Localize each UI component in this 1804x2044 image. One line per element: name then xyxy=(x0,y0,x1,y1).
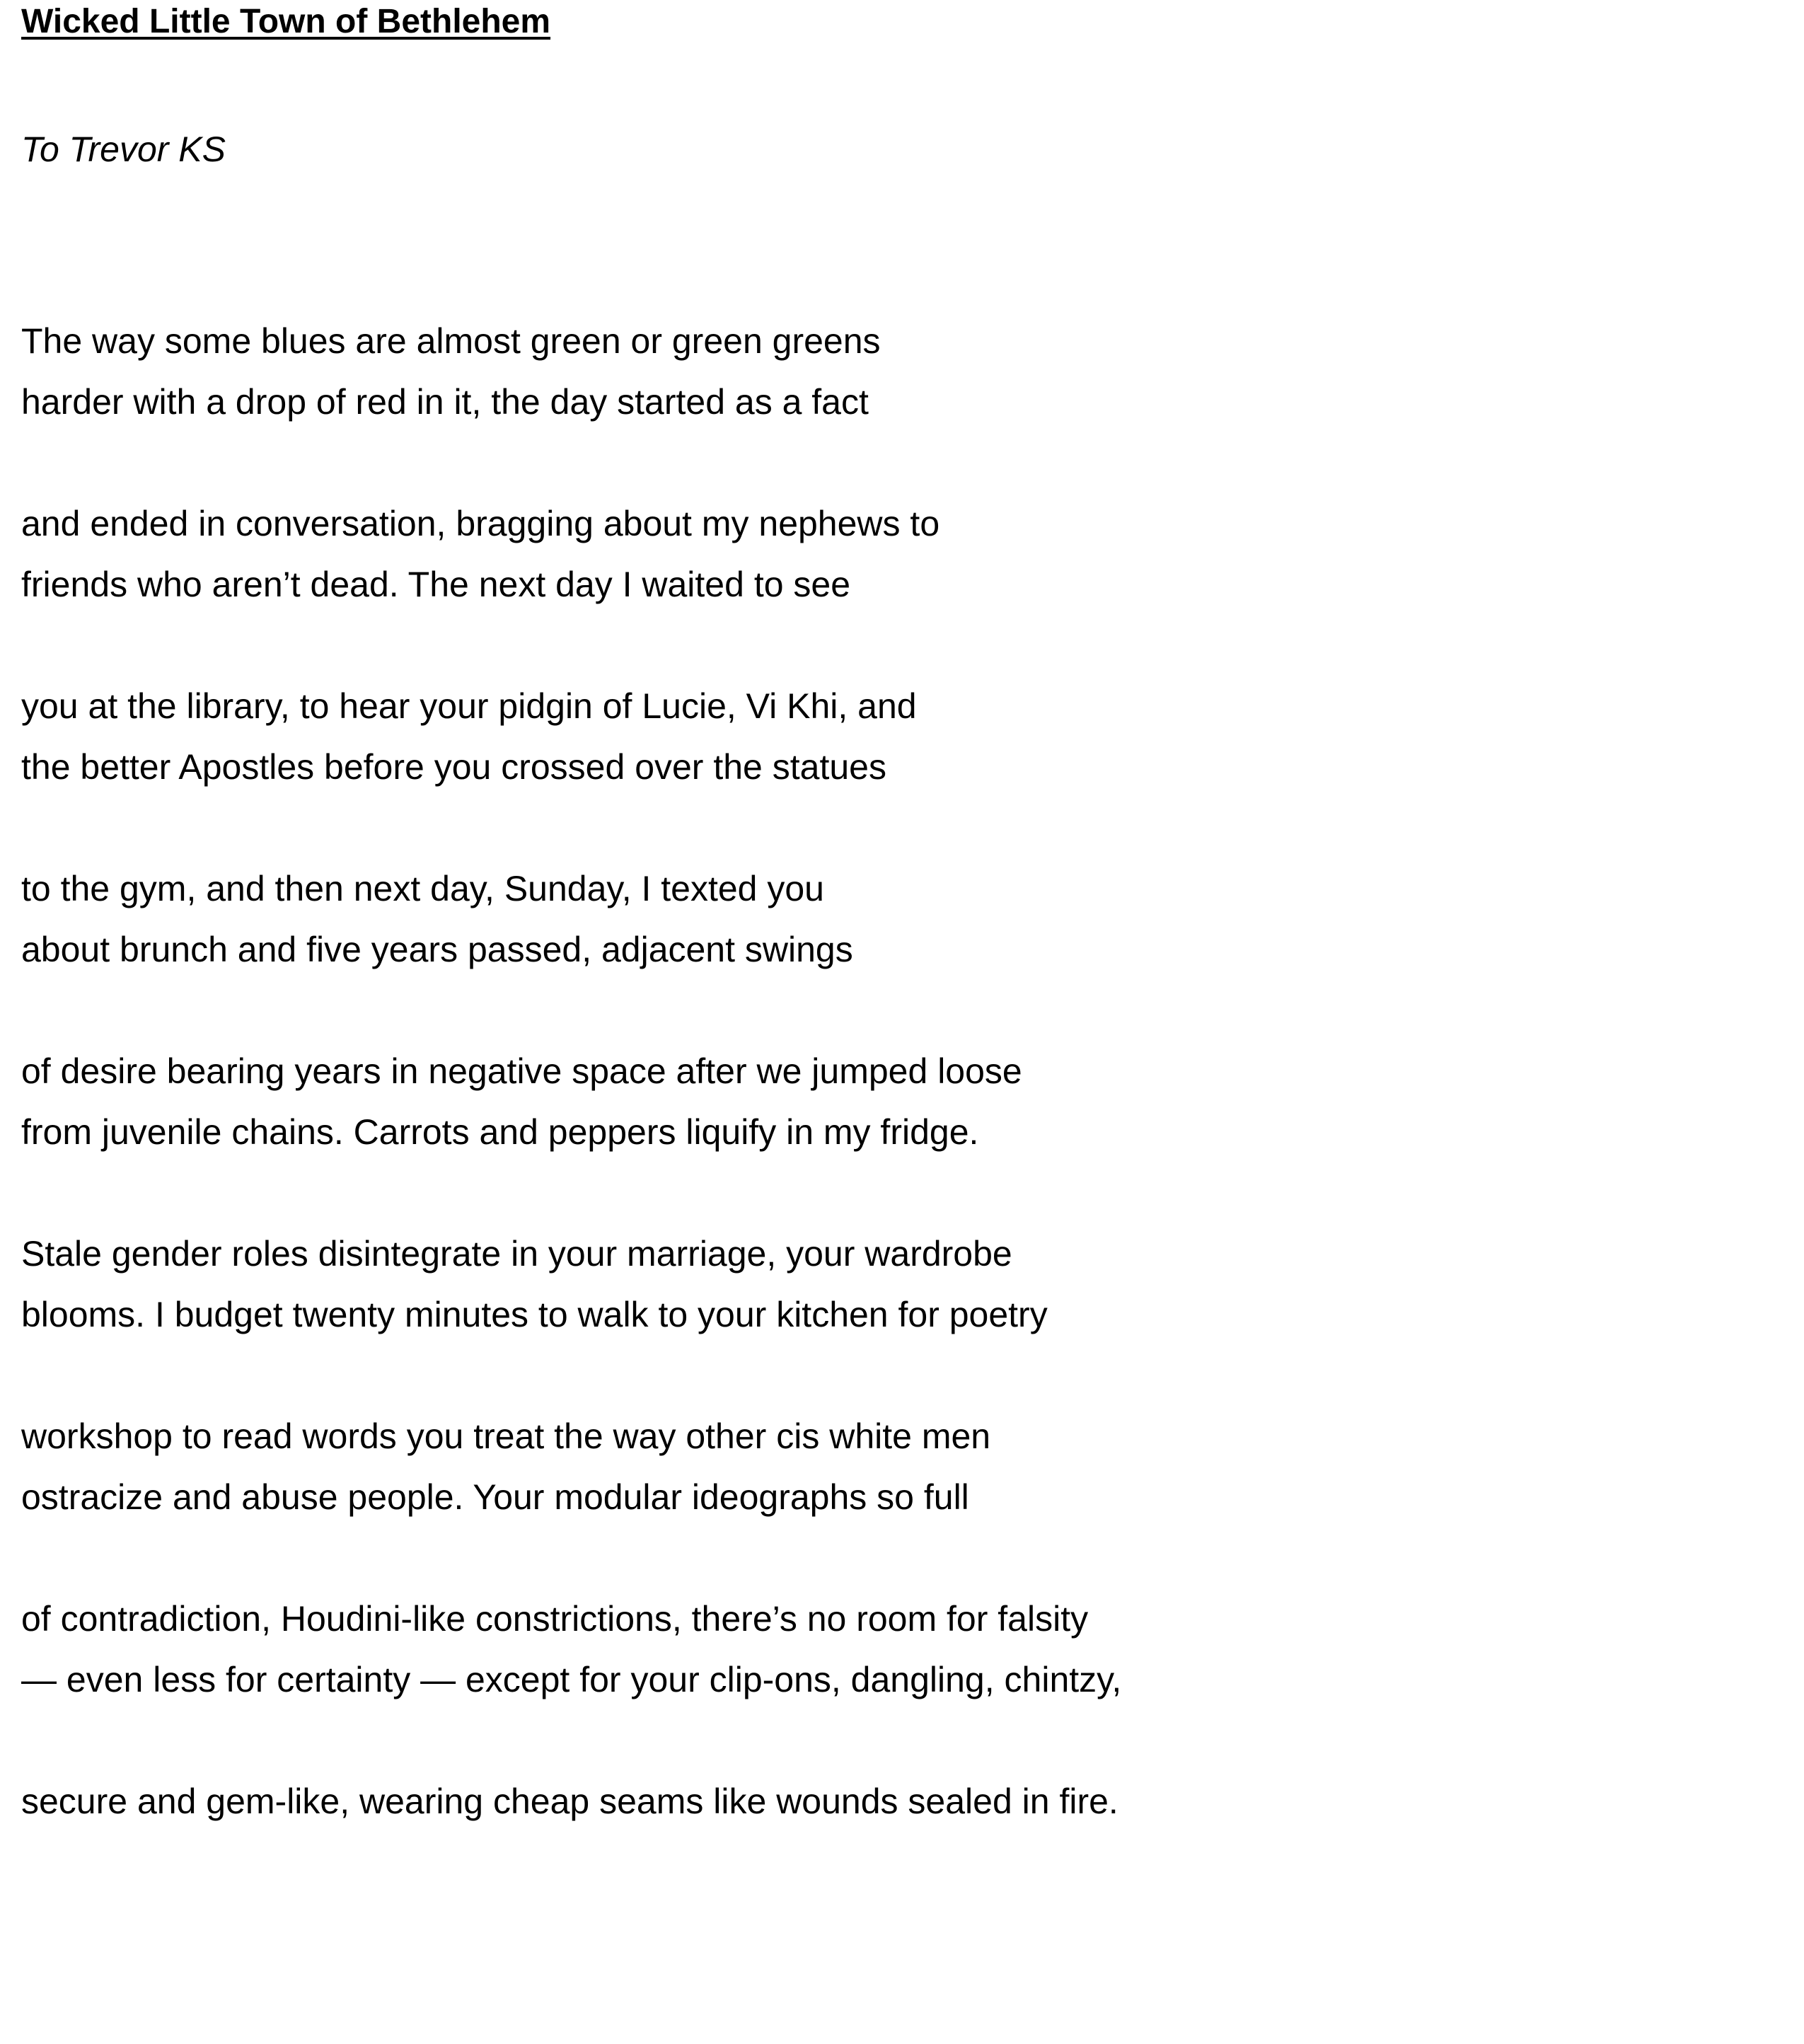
poem-line: from juvenile chains. Carrots and peppers liquify in my fridge. xyxy=(21,1112,979,1152)
poem-title: Wicked Little Town of Bethlehem xyxy=(21,3,551,40)
poem-dedication: To Trevor KS xyxy=(21,129,226,169)
poem-line: about brunch and five years passed, adjacent swings xyxy=(21,930,853,969)
poem-line: the better Apostles before you crossed over the statues xyxy=(21,747,886,787)
stanza xyxy=(21,493,1121,615)
poem-line: Stale gender roles disintegrate in your marriage, your wardrobe xyxy=(21,1234,1012,1274)
poem-line: workshop to read words you treat the way other cis white men xyxy=(21,1416,991,1456)
poem-body xyxy=(21,311,1121,1893)
poem-line: you at the library, to hear your pidgin of Lucie, Vi Khi, and xyxy=(21,686,917,726)
stanza xyxy=(21,1041,1121,1162)
poem-line: to the gym, and then next day, Sunday, I texted you xyxy=(21,869,824,908)
stanza xyxy=(21,311,1121,432)
stanza xyxy=(21,1771,1121,1832)
poem-line: secure and gem-like, wearing cheap seams like wounds sealed in fire. xyxy=(21,1782,1118,1821)
stanza xyxy=(21,676,1121,797)
stanza xyxy=(21,1223,1121,1345)
poem-line: friends who aren’t dead. The next day I waited to see xyxy=(21,565,851,604)
poem-line: and ended in conversation, bragging about my nephews to xyxy=(21,504,940,543)
poem-line: of desire bearing years in negative space after we jumped loose xyxy=(21,1051,1022,1091)
stanza xyxy=(21,858,1121,980)
stanza xyxy=(21,1588,1121,1710)
poem-line: The way some blues are almost green or green greens xyxy=(21,321,881,361)
poem-line: ostracize and abuse people. Your modular ideographs so full xyxy=(21,1477,969,1517)
stanza xyxy=(21,1406,1121,1528)
poem-line: blooms. I budget twenty minutes to walk to your kitchen for poetry xyxy=(21,1295,1048,1334)
poem-line: harder with a drop of red in it, the day started as a fact xyxy=(21,382,869,422)
poem-line: — even less for certainty — except for your clip-ons, dangling, chintzy, xyxy=(21,1660,1122,1699)
poem-line: of contradiction, Houdini-like constrictions, there’s no room for falsity xyxy=(21,1599,1089,1639)
